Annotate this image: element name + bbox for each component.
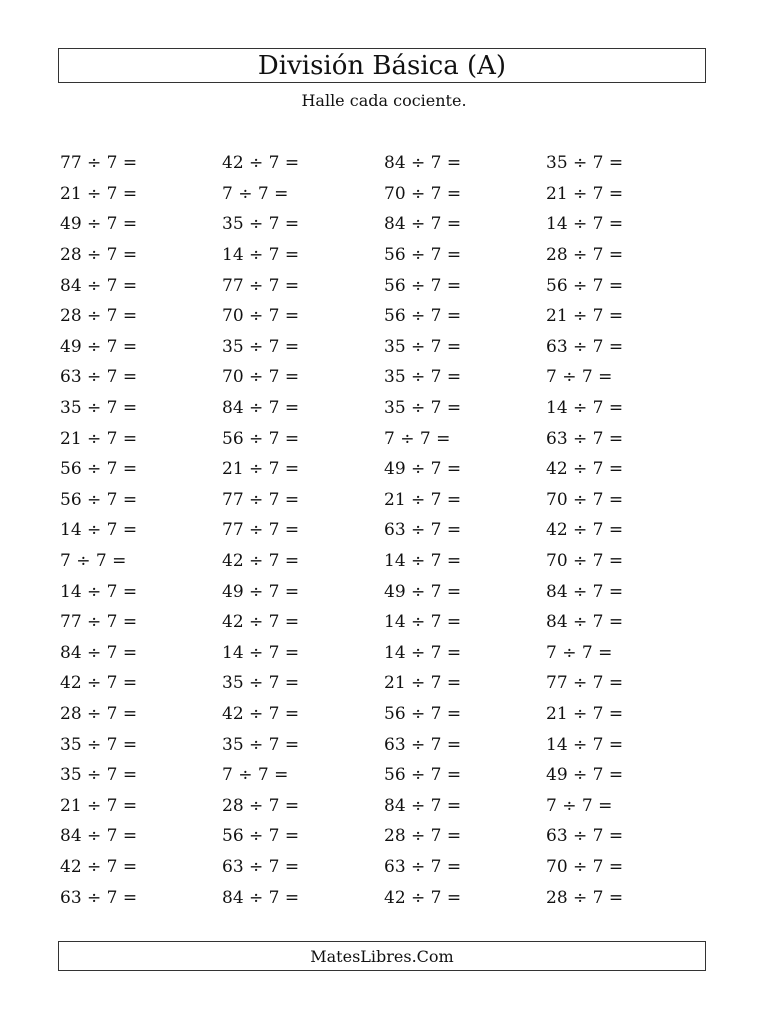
division-problem: 84 ÷ 7 = (546, 612, 624, 633)
problem-row (60, 393, 708, 424)
problem-row (60, 546, 708, 577)
division-problem: 21 ÷ 7 = (384, 673, 462, 694)
division-problem: 21 ÷ 7 = (384, 489, 462, 510)
division-problem: 56 ÷ 7 = (546, 275, 624, 296)
problem-row (60, 485, 708, 516)
problem-row (60, 515, 708, 546)
division-problem: 56 ÷ 7 = (60, 489, 138, 510)
division-problem: 35 ÷ 7 = (222, 214, 300, 235)
division-problem: 77 ÷ 7 = (222, 489, 300, 510)
problem-grid (60, 148, 708, 913)
division-problem: 35 ÷ 7 = (384, 367, 462, 388)
problem-row (60, 148, 708, 179)
division-problem: 84 ÷ 7 = (222, 887, 300, 908)
division-problem: 56 ÷ 7 = (384, 306, 462, 327)
division-problem: 70 ÷ 7 = (546, 856, 624, 877)
division-problem: 35 ÷ 7 = (60, 734, 138, 755)
problem-row (60, 607, 708, 638)
division-problem: 63 ÷ 7 = (546, 826, 624, 847)
footer-site: MatesLibres.Com (310, 946, 454, 966)
problem-row (60, 576, 708, 607)
division-problem: 42 ÷ 7 = (546, 459, 624, 480)
division-problem: 35 ÷ 7 = (222, 336, 300, 357)
division-problem: 14 ÷ 7 = (546, 398, 624, 419)
division-problem: 28 ÷ 7 = (546, 245, 624, 266)
division-problem: 14 ÷ 7 = (222, 245, 300, 266)
division-problem: 56 ÷ 7 = (222, 826, 300, 847)
division-problem: 21 ÷ 7 = (60, 428, 138, 449)
division-problem: 42 ÷ 7 = (384, 887, 462, 908)
division-problem: 28 ÷ 7 = (60, 306, 138, 327)
division-problem: 14 ÷ 7 = (384, 551, 462, 572)
footer-box (58, 941, 706, 971)
division-problem: 70 ÷ 7 = (222, 367, 300, 388)
division-problem: 7 ÷ 7 = (546, 367, 613, 388)
division-problem: 77 ÷ 7 = (60, 153, 138, 174)
problem-row (60, 301, 708, 332)
division-problem: 56 ÷ 7 = (60, 459, 138, 480)
division-problem: 56 ÷ 7 = (384, 703, 462, 724)
division-problem: 84 ÷ 7 = (384, 153, 462, 174)
division-problem: 49 ÷ 7 = (60, 214, 138, 235)
division-problem: 35 ÷ 7 = (222, 673, 300, 694)
division-problem: 63 ÷ 7 = (546, 428, 624, 449)
division-problem: 70 ÷ 7 = (546, 489, 624, 510)
problem-row (60, 699, 708, 730)
instructions: Halle cada cociente. (301, 91, 467, 110)
division-problem: 49 ÷ 7 = (546, 765, 624, 786)
division-problem: 28 ÷ 7 = (60, 245, 138, 266)
division-problem: 42 ÷ 7 = (60, 673, 138, 694)
division-problem: 28 ÷ 7 = (384, 826, 462, 847)
division-problem: 56 ÷ 7 = (384, 765, 462, 786)
division-problem: 63 ÷ 7 = (222, 856, 300, 877)
problem-row (60, 362, 708, 393)
division-problem: 42 ÷ 7 = (222, 703, 300, 724)
division-problem: 70 ÷ 7 = (222, 306, 300, 327)
division-problem: 77 ÷ 7 = (222, 275, 300, 296)
division-problem: 21 ÷ 7 = (546, 183, 624, 204)
division-problem: 77 ÷ 7 = (222, 520, 300, 541)
division-problem: 14 ÷ 7 = (384, 612, 462, 633)
problem-row (60, 882, 708, 913)
division-problem: 84 ÷ 7 = (60, 826, 138, 847)
problem-row (60, 638, 708, 669)
division-problem: 63 ÷ 7 = (546, 336, 624, 357)
division-problem: 70 ÷ 7 = (384, 183, 462, 204)
problem-row (60, 852, 708, 883)
division-problem: 84 ÷ 7 = (60, 275, 138, 296)
division-problem: 7 ÷ 7 = (222, 183, 289, 204)
division-problem: 63 ÷ 7 = (384, 734, 462, 755)
problem-row (60, 760, 708, 791)
division-problem: 7 ÷ 7 = (222, 765, 289, 786)
division-problem: 35 ÷ 7 = (60, 765, 138, 786)
problem-row (60, 790, 708, 821)
division-problem: 42 ÷ 7 = (60, 856, 138, 877)
division-problem: 14 ÷ 7 = (384, 642, 462, 663)
division-problem: 42 ÷ 7 = (222, 153, 300, 174)
division-problem: 35 ÷ 7 = (60, 398, 138, 419)
division-problem: 28 ÷ 7 = (60, 703, 138, 724)
division-problem: 21 ÷ 7 = (546, 703, 624, 724)
division-problem: 14 ÷ 7 = (60, 520, 138, 541)
division-problem: 49 ÷ 7 = (384, 459, 462, 480)
division-problem: 7 ÷ 7 = (546, 642, 613, 663)
division-problem: 42 ÷ 7 = (546, 520, 624, 541)
division-problem: 14 ÷ 7 = (546, 734, 624, 755)
division-problem: 42 ÷ 7 = (222, 612, 300, 633)
division-problem: 84 ÷ 7 = (222, 398, 300, 419)
division-problem: 49 ÷ 7 = (222, 581, 300, 602)
division-problem: 21 ÷ 7 = (546, 306, 624, 327)
title-box (58, 48, 706, 83)
division-problem: 14 ÷ 7 = (546, 214, 624, 235)
division-problem: 56 ÷ 7 = (384, 245, 462, 266)
division-problem: 35 ÷ 7 = (546, 153, 624, 174)
problem-row (60, 240, 708, 271)
division-problem: 77 ÷ 7 = (546, 673, 624, 694)
division-problem: 56 ÷ 7 = (222, 428, 300, 449)
division-problem: 28 ÷ 7 = (222, 795, 300, 816)
division-problem: 21 ÷ 7 = (222, 459, 300, 480)
division-problem: 14 ÷ 7 = (222, 642, 300, 663)
division-problem: 35 ÷ 7 = (384, 398, 462, 419)
division-problem: 49 ÷ 7 = (60, 336, 138, 357)
problem-row (60, 423, 708, 454)
problem-row (60, 332, 708, 363)
division-problem: 21 ÷ 7 = (60, 795, 138, 816)
division-problem: 28 ÷ 7 = (546, 887, 624, 908)
division-problem: 49 ÷ 7 = (384, 581, 462, 602)
division-problem: 63 ÷ 7 = (384, 856, 462, 877)
page-title: División Básica (A) (257, 50, 507, 81)
division-problem: 63 ÷ 7 = (384, 520, 462, 541)
problem-row (60, 668, 708, 699)
division-problem: 84 ÷ 7 = (384, 795, 462, 816)
problem-row (60, 209, 708, 240)
division-problem: 84 ÷ 7 = (546, 581, 624, 602)
division-problem: 7 ÷ 7 = (60, 551, 127, 572)
problem-row (60, 821, 708, 852)
division-problem: 7 ÷ 7 = (384, 428, 451, 449)
problem-row (60, 729, 708, 760)
division-problem: 77 ÷ 7 = (60, 612, 138, 633)
division-problem: 14 ÷ 7 = (60, 581, 138, 602)
division-problem: 7 ÷ 7 = (546, 795, 613, 816)
division-problem: 84 ÷ 7 = (384, 214, 462, 235)
division-problem: 84 ÷ 7 = (60, 642, 138, 663)
division-problem: 21 ÷ 7 = (60, 183, 138, 204)
division-problem: 63 ÷ 7 = (60, 887, 138, 908)
division-problem: 56 ÷ 7 = (384, 275, 462, 296)
division-problem: 42 ÷ 7 = (222, 551, 300, 572)
problem-row (60, 270, 708, 301)
division-problem: 63 ÷ 7 = (60, 367, 138, 388)
problem-row (60, 454, 708, 485)
division-problem: 70 ÷ 7 = (546, 551, 624, 572)
division-problem: 35 ÷ 7 = (384, 336, 462, 357)
problem-row (60, 179, 708, 210)
division-problem: 35 ÷ 7 = (222, 734, 300, 755)
